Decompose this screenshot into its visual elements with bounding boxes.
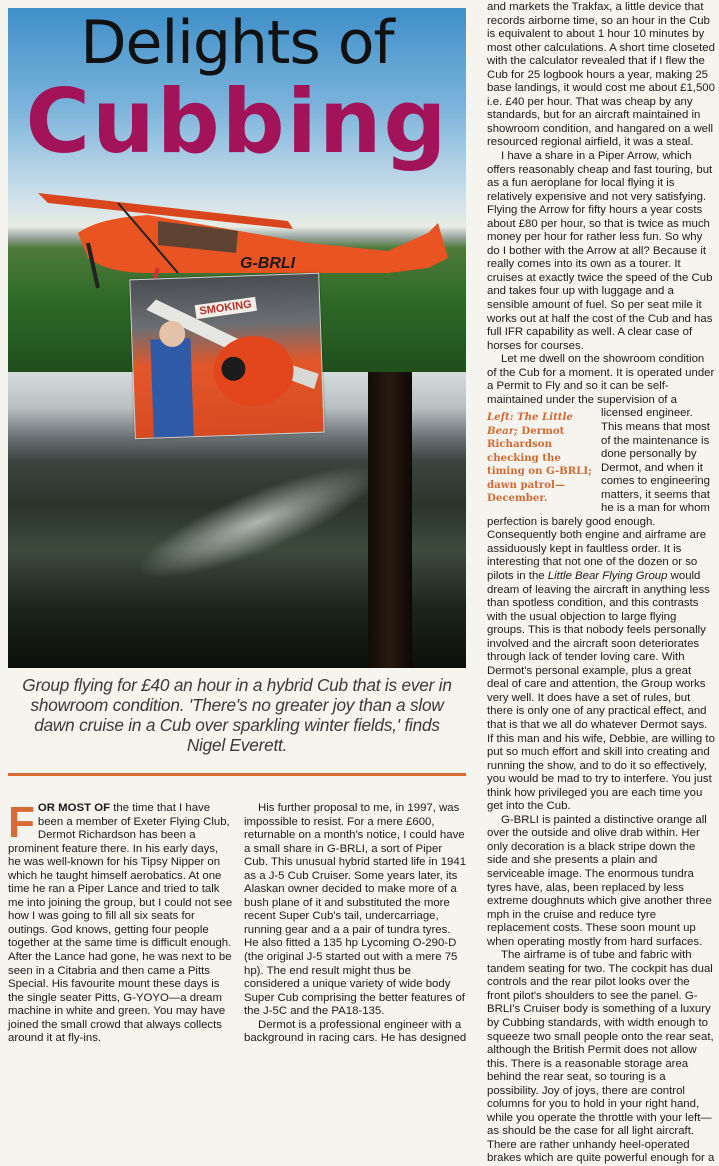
photo-caption-lead: Left: The Little Bear; <box>487 411 573 437</box>
body-column-3 <box>487 1 715 1166</box>
headline-line1: Delights of <box>80 8 394 78</box>
paragraph <box>487 353 715 814</box>
aircraft-registration: G-BRLI <box>240 255 296 272</box>
paragraph: and markets the Trakfax, a little device that records airborne time, so an hour in the Cub is equivalent to about 1 hour 10 minutes by most other calculations. A short time closeted with the calculator revealed that if I flew the Cub for 25 logbook hours a year, making 25 base landings, it would cost me about £1,500 i.e. £40 per hour. That was cheap by any standards, but for an aircraft maintained in showroom condition, and hangared on a well resourced regional airfield, it was a steal. <box>487 1 715 149</box>
paragraph: Dermot is a professional engineer with a background in racing cars. He has designed <box>244 1018 467 1045</box>
mist-patch <box>126 445 390 598</box>
lead-in: OR MOST OF <box>37 802 111 814</box>
wing-strut-silhouette <box>368 372 412 668</box>
paragraph: G-BRLI is painted a distinctive orange all over the outside and olive drab within. Her only decoration is a black stripe down the side and she presents a plain and serviceable image. The enormous tundra tyres have, alas, been replaced by less extreme doughnuts which give another three mph in the cruise and reduce tyre replacement costs. These soon mount up when operating mostly from hard surfaces. <box>487 813 712 948</box>
section-divider <box>8 773 466 776</box>
paragraph: The airframe is of tube and fabric with tandem seating for two. The cockpit has dual controls and the rear pilot looks over the front pilot's shoulders to see the panel. G-BRLI's Cruiser body is something of a luxury by Cubbing standards, with width enough to squeeze two small people onto the rear seat, although the British Permit does not allow this. There is a reasonable storage area behind the rear seat, so touring is a possibility. Joy of joys, there are control columns for you to hold in your right hand, while you operate the throttle with your left—as should be the case for all light aircraft. There are rather unhandy heel-operated brakes which are quite powerful enough for a <box>487 949 715 1165</box>
headline-line2: Cubbing <box>25 70 449 173</box>
standfirst: Group flying for £40 an hour in a hybrid Cub that is ever in showroom condition. 'There's no greater joy than a slow dawn cruise in a Cub over sparkling winter fields,' finds Nigel Everett. <box>22 675 452 755</box>
body-column-1 <box>8 798 234 1046</box>
paragraph-text: the time that I have been a member of Exeter Flying Club, Dermot Richardson has been a prominent feature there. In his early days, he was well-known for his Tipsy Nipper on which he taught himself aerobatics. At one time he ran a Piper Lance and tried to talk me into joining the group, but I could not see how I was going to fill all six seats for outings. God knows, getting four people together at the same time is difficult enough. After the Lance had gone, he was next to be seen in a Citabria and then came a Pitts Special. His favourite mount these days is the single seater Pitts, G-YOYO—a dream machine in white and green. You may have joined the small crowd that always collects around it at fly-ins. <box>8 802 233 1045</box>
propeller-illustration <box>130 274 323 438</box>
paragraph: I have a share in a Piper Arrow, which offers reasonably cheap and fast touring, but as a fun aeroplane for local flying it is relatively expensive and not very satisfying. Flying the Arrow for fifty hours a year costs about £80 per hour, so that is twice as much money per hour for rather less fun. So why do I bother with the Arrow at all? Because it really comes into its own as a tourer. It cruises at exactly twice the speed of the Cub and takes four up with luggage and a sensible amount of fuel. So per seat mile it works out at half the cost of the Cub and has full IFR capability as well. A clear case of horses for courses. <box>487 150 713 352</box>
paragraph-text: This means that most of the maintenance is done personally by Dermot, and when it comes to engineering matters, it seems that he is a man for whom perfection is barely good enough. Consequently both engine and airframe are assiduously kept in faultless order. It is interesting that not one of the dozen or so pilots in the <box>487 420 710 582</box>
drop-cap: F <box>8 798 35 847</box>
inset-photo-propeller <box>129 273 324 440</box>
paragraph-intro <box>8 798 234 1046</box>
paragraph-text: Let me dwell on the showroom condition of the Cub for a moment. It is operated under a Permit to Fly and so it can be self-maintained under the supervision of a licensed engineer. <box>487 353 715 420</box>
paragraph-text: would dream of leaving the aircraft in anything less than spotless condition, and this contrasts with the usual objection to large flying groups. This is that nobody feels personally involved and the aircraft soon deteriorates through lack of tender loving care. With Dermot's personal example, plus a great deal of care and attention, the Group works very well. It does have a set of rules, but there is only one of any practical effect, and that is that we all do whatever Dermot says. If this man and his wife, Debbie, are willing to put so much effort and skill into creating and running the show, and to do it so effectively, you would be mad to try to interfere. You just think how privileged you are each time you get into the Cub. <box>487 569 715 813</box>
photo-caption <box>487 411 595 506</box>
photo-caption-text: Dermot Richardson checking the timing on G-BRLI; dawn patrol—December. <box>487 424 592 505</box>
group-name: Little Bear Flying Group <box>547 569 668 582</box>
body-column-2 <box>244 802 468 1046</box>
paragraph: His further proposal to me, in 1997, was impossible to resist. For a mere £600, returnable on a month's notice, I could have a small share in G-BRLI, a sort of Piper Cub. This unusual hybrid started life in 1941 as a J-5 Cub Cruiser. Some years later, its Alaskan owner decided to make more of a bush plane of it and substituted the more recent Super Cub's tail, undercarriage, running gear and a a pair of tundra tyres. He also fitted a 135 hp Lycoming O-290-D (the original J-5 started out with a mere 75 hp). The end result might thus be considered a unique variety of wide body Super Cub comprising the better features of the J-5C and the PA18-135. <box>244 802 467 1018</box>
smoking-sign: SMOKING <box>195 297 257 319</box>
